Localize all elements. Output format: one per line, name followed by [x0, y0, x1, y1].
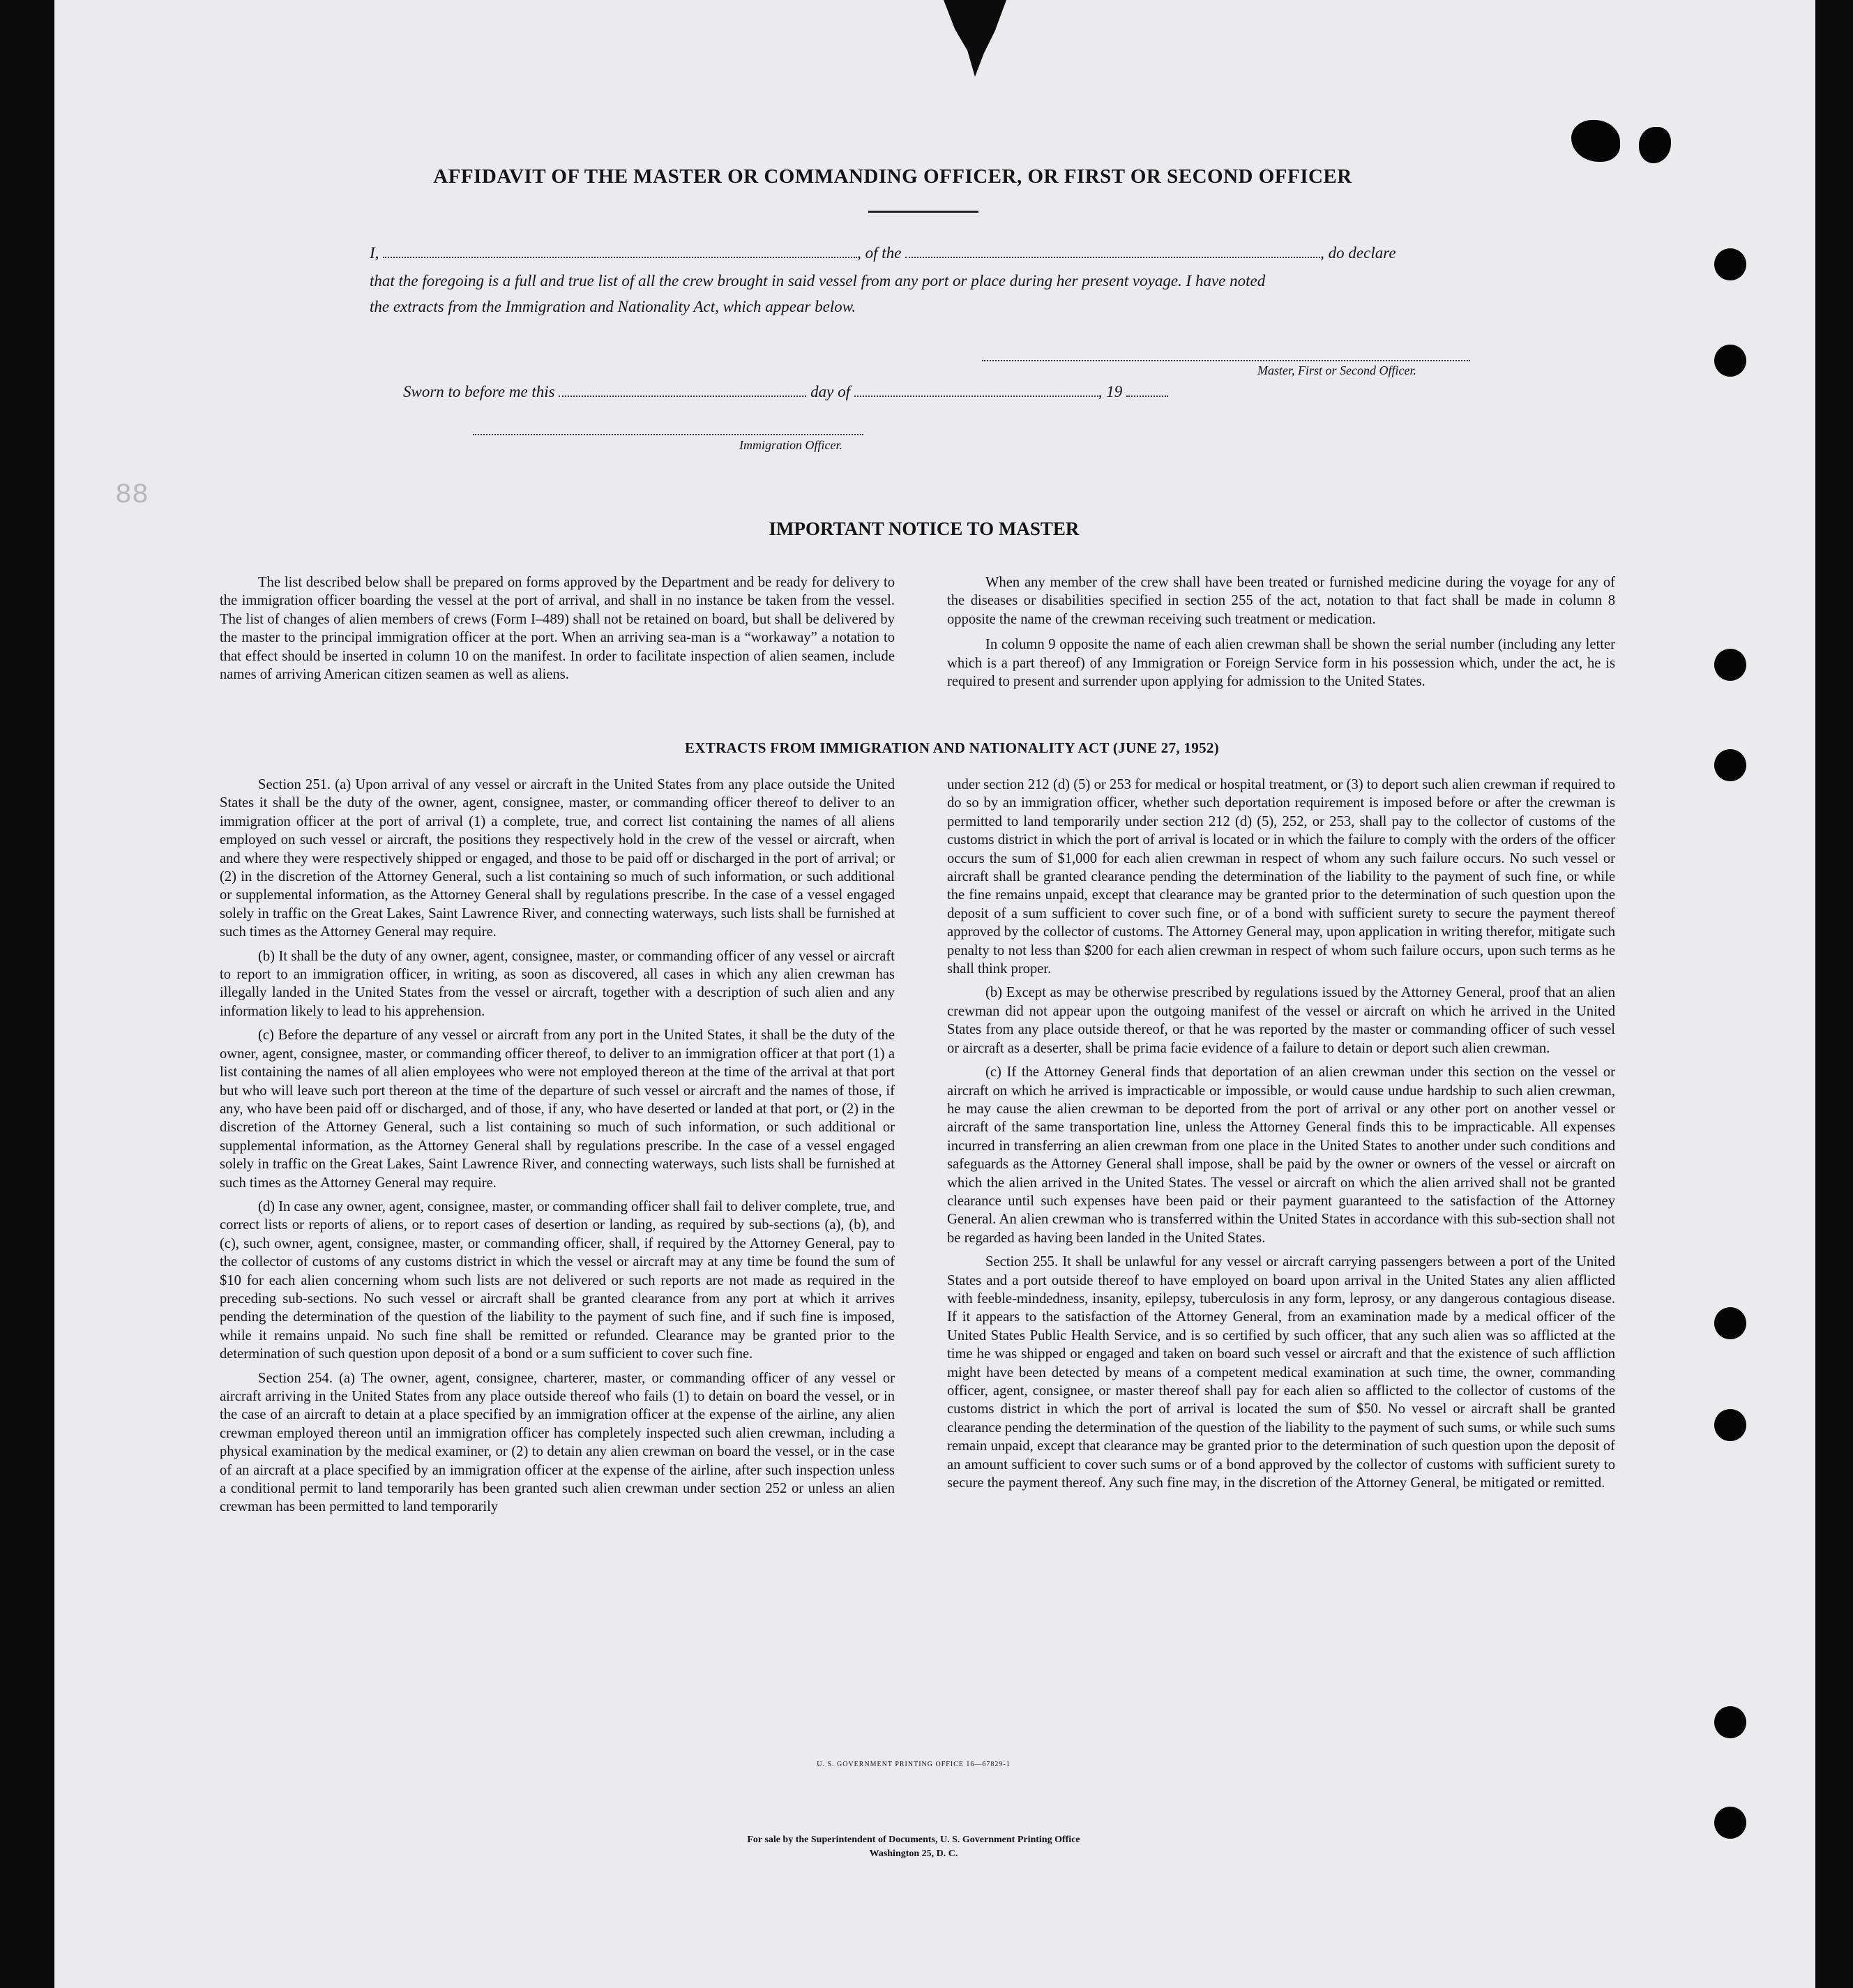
section-254-c: (c) If the Attorney General finds that deportation of an alien crewman under this section on the vessel or aircraft on which he arrived is impracticable or impossible, or would cause undue hardship to such alien crewman, he may cause the alien crewman to be deported from the port of arrival or any other port on another vessel or aircraft of the same transportation line, unless the Attorney General finds this to be impracticable. All expenses incurred in transferring an alien crewman from one place in the United States to another under such conditions and safeguards as the Attorney General shall impose, shall be paid by the owner or owners of the vessel or aircraft on which the alien arrived in the United States. The vessel or aircraft on which the alien arrived shall not be granted clearance until such expenses have been paid or their payment guaranteed to the satisfaction of the Attorney General. An alien crewman who is transferred within the United States in accordance with this sub-section shall not be regarded as having been landed in the United States. — [947, 1064, 1615, 1246]
binder-hole — [1714, 1409, 1746, 1441]
ink-blot — [1571, 120, 1620, 162]
binder-hole — [1714, 1307, 1746, 1339]
extracts-right-column — [947, 776, 1615, 1492]
binder-hole — [1714, 749, 1746, 781]
binder-hole — [1714, 345, 1746, 377]
section-251-c: (c) Before the departure of any vessel or aircraft from any port in the United States, it shall be the duty of the owner, agent, consignee, master, or commanding officer thereof, to deliver to an immigration officer at that port (1) a list containing the names of all alien employees who were not employed thereon at the time of the arrival at that port but who will leave such port thereon at the time of the departure of such vessel or aircraft and the names of those, if any, who have been paid off or discharged, and of those, if any, who have deserted or landed at that port, or (2) in the discretion of the Attorney General, such a list containing so much of such information, or such additional or supplemental information, as the Attorney General shall by regulations prescribe. In the case of a vessel engaged solely in traffic on the Great Lakes, Saint Lawrence River, and connecting waterways, such lists shall be furnished at such times as the Attorney General may require. — [220, 1027, 895, 1191]
binder-hole — [1714, 1706, 1746, 1738]
label-do-declare: , do declare — [1320, 244, 1396, 262]
binder-hole — [1714, 248, 1746, 280]
notice-paragraph: The list described below shall be prepared on forms approved by the Department and be ready for delivery to the immigration officer boarding the vessel at the port of arrival, and shall in no instance be taken from the vessel. The list of changes of alien members of crews (Form I–489) shall not be retained on board, but shall be delivered by the master to the principal immigration officer at the port. When an arriving sea-man is a “workaway” a notation to that effect should be inserted in column 10 on the manifest. In order to facilitate inspection of alien seamen, include names of arriving American citizen seamen as well as aliens. — [220, 575, 895, 683]
extracts-left-column — [220, 776, 895, 1516]
year-label: , 19 — [1098, 383, 1123, 400]
notice-right-column — [947, 573, 1615, 691]
immigration-officer-caption: Immigration Officer. — [739, 438, 842, 452]
affidavit-line-3: the extracts from the Immigration and Nationality Act, which appear below. — [370, 298, 856, 315]
section-251-b: (b) It shall be the duty of any owner, agent, consignee, master, or commanding officer of any vessel or aircraft to report to an immigration officer, in writing, as soon as discovered, all cases in which any alien crewman has illegally landed in the United States from the vessel or aircraft, together with a description of such alien and any information likely to lead to his apprehension. — [220, 948, 895, 1019]
notice-left-column — [220, 573, 895, 684]
sworn-month-blank — [854, 396, 1098, 397]
affidavit-line-2: that the foregoing is a full and true list of all the crew brought in said vessel from any port or place during her present voyage. I have noted — [370, 272, 1266, 289]
sale-notice-line-1: For sale by the Superintendent of Documents, U. S. Government Printing Office — [747, 1835, 1080, 1845]
section-251-a: Section 251. (a) Upon arrival of any vessel or aircraft in the United States from any place outside the United States it shall be the duty of the owner, agent, consignee, master, or commanding officer thereof to deliver to an immigration officer at the port of arrival (1) a complete, true, and correct list containing the names of all aliens employed on such vessel or aircraft, the positions they respectively hold in the crew of the vessel or aircraft, when and where they were respectively shipped or engaged, and those to be paid off or discharged in the port of arrival; or (2) in the discretion of the Attorney General, such a list containing so much of such information, or such additional or supplemental information, as the Attorney General shall by regulations prescribe. In the case of a vessel engaged solely in traffic on the Great Lakes, Saint Lawrence River, and connecting waterways, such lists shall be furnished at such times as the Attorney General may require. — [220, 777, 895, 940]
title-rule — [868, 211, 978, 213]
torn-edge — [944, 0, 1006, 77]
section-254-a: Section 254. (a) The owner, agent, consignee, charterer, master, or commanding officer of any vessel or aircraft arriving in the United States from any place outside thereof who fails (1) to detain on board the vessel, or in the case of an aircraft to detain at a place specified by an immigration officer at the expense of the airline, any alien crewman employed thereon until an immigration officer has completely inspected such alien crewman, including a physical examination by the medical examiner, or (2) to detain any alien crewman on board the vessel, or in the case of an aircraft at a place specified by an immigration officer at the expense of the airline, after such inspection unless a conditional permit to land temporarily has been granted such alien crewman under section 252 or unless an alien crewman has been permitted to land temporarily — [220, 1370, 895, 1515]
binder-hole — [1714, 1807, 1746, 1839]
section-254-b: (b) Except as may be otherwise prescribed by regulations issued by the Attorney General, proof that an alien crewman did not appear upon the outgoing manifest of the vessel or aircraft on which he arrived in the United States from any place outside thereof, or that he was reported by the master or commanding officer of such vessel or aircraft as a deserter, shall be prima facie evidence of a failure to detain or deport such alien crewman. — [947, 985, 1615, 1056]
printing-office-line: U. S. GOVERNMENT PRINTING OFFICE 16—67829-1 — [817, 1761, 1011, 1768]
bleed-through-number: 88 — [115, 480, 149, 511]
section-254-a-cont: under section 212 (d) (5) or 253 for medical or hospital treatment, or (3) to deport such alien crewman if required to do so by an immigration officer, whether such deportation requirement is imposed before or after the crewman is permitted to land temporarily under section 212 (d) (5), 252, or 253, shall pay to the collector of customs of the customs district in which the port of arrival is located or in which the failure to comply with the orders of the officer occurs the sum of $1,000 for each alien crewman in respect of whom any such failure occurs. No such vessel or aircraft shall be granted clearance pending the determination of the liability to the payment of such fine, or while the fine remains unpaid, except that clearance may be granted prior to the determination of such question upon the deposit of a sum sufficient to cover such fine, or of a bond with sufficient surety to secure the payment thereof approved by the collector of customs. The Attorney General may, upon application in writing therefor, mitigate such penalty to not less than $200 for each alien crewman in respect of whom such failure occurs, upon such terms as he shall think proper. — [947, 777, 1615, 977]
notice-paragraph: In column 9 opposite the name of each alien crewman shall be shown the serial number (including any letter which is a part thereof) of any Immigration or Foreign Service form in his possession which, under the act, he is required to present and surrender upon applying for admission to the United States. — [947, 637, 1615, 690]
label-i: I, — [370, 244, 379, 262]
immigration-officer-line — [473, 434, 863, 435]
sworn-label: Sworn to before me this — [403, 383, 555, 400]
affidavit-title: AFFIDAVIT OF THE MASTER OR COMMANDING OFFICER, OR FIRST OR SECOND OFFICER — [433, 165, 1352, 188]
sworn-day-blank — [559, 396, 806, 397]
affidavit-line-1 — [370, 244, 1475, 262]
name-blank — [383, 257, 857, 258]
notice-paragraph: When any member of the crew shall have been treated or furnished medicine during the voyage for any of the diseases or disabilities specified in section 255 of the act, notation to that fact shall be made in column 8 opposite the name of the crewman receiving such treatment or medication. — [947, 575, 1615, 627]
day-of-label: day of — [810, 383, 850, 400]
extracts-title: EXTRACTS FROM IMMIGRATION AND NATIONALITY ACT (JUNE 27, 1952) — [685, 739, 1219, 756]
notice-title: IMPORTANT NOTICE TO MASTER — [769, 518, 1080, 539]
ink-blot — [1639, 127, 1671, 163]
master-signature-line — [982, 360, 1470, 361]
master-signature-caption: Master, First or Second Officer. — [1257, 363, 1416, 377]
section-251-d: (d) In case any owner, agent, consignee, master, or commanding officer shall fail to deliver complete, true, and correct lists or reports of aliens, or to report cases of desertion or landing, as required by sub-sections (a), (b), and (c), such owner, agent, consignee, master, or commanding officer, shall, if required by the Attorney General, pay to the collector of customs of any customs district in which the vessel or aircraft may at any time be found the sum of $10 for each alien concerning whom such lists are not delivered or such reports are not made as required in the preceding sub-sections. No such vessel or aircraft shall be granted clearance from any port at which it arrives pending the determination of the question of the liability to the payment of such fine, and if such fine is imposed, while it remains unpaid. No such fine shall be remitted or refunded. Clearance may be granted prior to the determination of such question upon deposit of a bond or a sum sufficient to cover such fine. — [220, 1198, 895, 1362]
sworn-line — [403, 383, 1508, 401]
document-page — [54, 0, 1815, 1988]
sworn-year-blank — [1126, 396, 1168, 397]
label-of-the: , of the — [857, 244, 902, 262]
vessel-blank — [905, 257, 1320, 258]
section-255: Section 255. It shall be unlawful for any vessel or aircraft carrying passengers between a port of the United States and a port outside thereof to have employed on board upon arrival in the United States any alien afflicted with feeble-mindedness, insanity, epilepsy, tuberculosis in any form, leprosy, or any dangerous contagious disease. If it appears to the satisfaction of the Attorney General, from an examination made by a medical officer of the United States Public Health Service, and is so certified by such officer, that any such alien was so afflicted at the time he was shipped or engaged and taken on board such vessel or aircraft and that the existence of such affliction might have been detected by means of a competent medical examination at such time, the owner, commanding officer, agent, consignee, or master thereof shall pay for each alien so afflicted to the collector of customs of the customs district in which the port of arrival is located the sum of $50. No vessel or aircraft shall be granted clearance pending the determination of the question of the liability to the payment of such sums, or while such sums remain unpaid, except that clearance may be granted prior to the determination of such question upon the deposit of an amount sufficient to cover such sums or of a bond approved by the collector of customs with sufficient surety to secure the payment thereof. Any such fine may, in the discretion of the Attorney General, be mitigated or remitted. — [947, 1254, 1615, 1491]
binder-hole — [1714, 649, 1746, 681]
sale-notice-line-2: Washington 25, D. C. — [869, 1848, 958, 1859]
